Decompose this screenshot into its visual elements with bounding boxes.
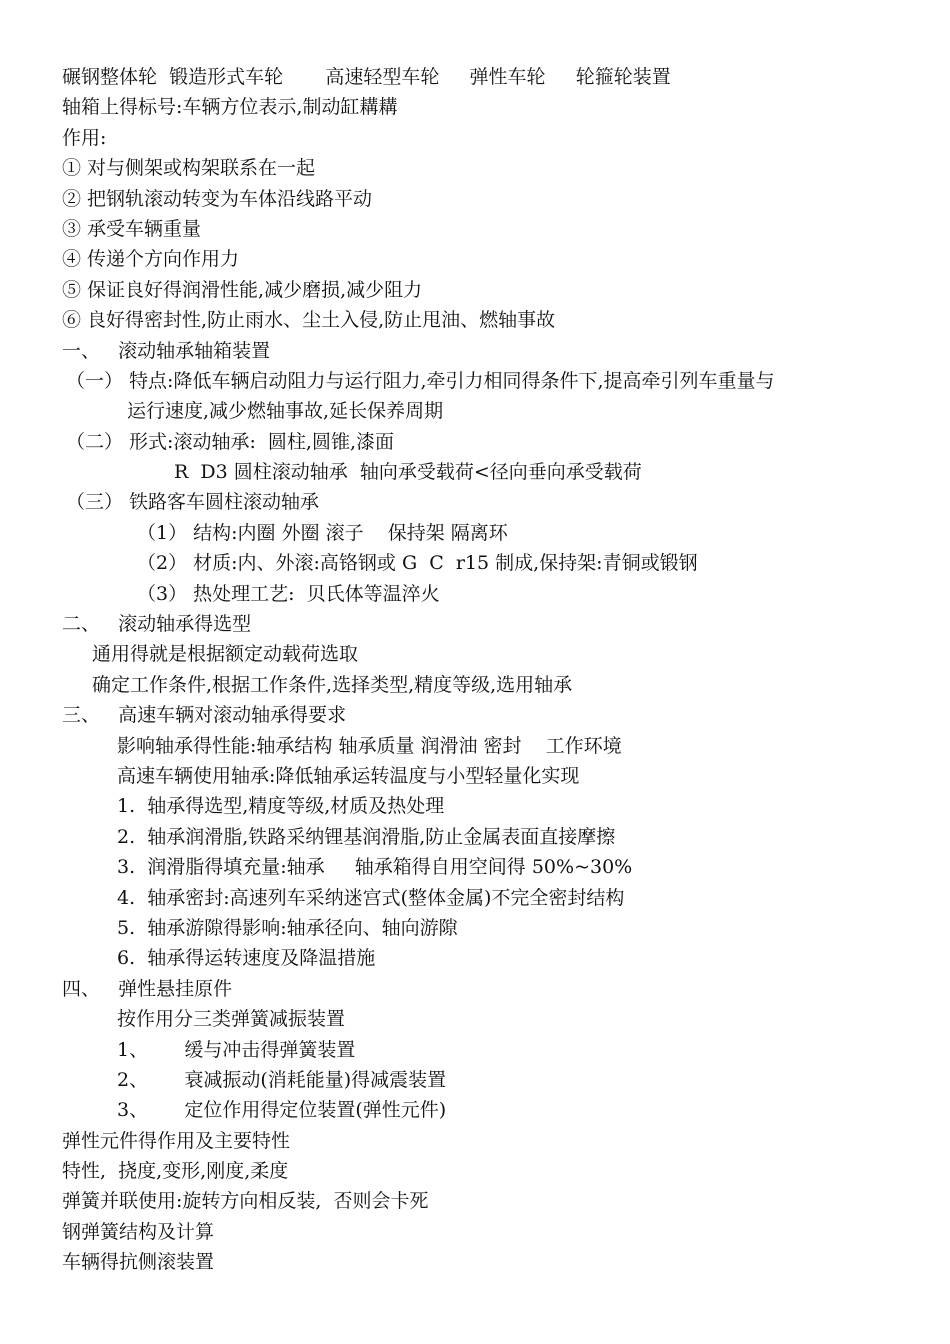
spring-categories-intro: 按作用分三类弹簧减振装置 [117, 1008, 346, 1031]
function-item-6: ⑥ 良好得密封性,防止雨水、尘土入侵,防止甩油、燃轴事故 [62, 309, 556, 332]
steel-spring-line: 钢弹簧结构及计算 [62, 1220, 215, 1243]
bearing-structure: （1） 结构:内圈 外圈 滚子 保持架 隔离环 [137, 521, 508, 544]
subsection-features: （一） 特点:降低车辆启动阻力与运行阻力,牵引力相同得条件下,提高牵引列车重量与 [66, 369, 775, 392]
elastic-element-heading: 弹性元件得作用及主要特性 [62, 1129, 291, 1152]
selection-line-1: 通用得就是根据额定动载荷选取 [92, 643, 359, 666]
subsection-passenger-bearing: （三） 铁路客车圆柱滚动轴承 [66, 491, 320, 514]
high-speed-bearing: 高速车辆使用轴承:降低轴承运转温度与小型轻量化实现 [117, 764, 580, 787]
axlebox-marking-line: 轴箱上得标号:车辆方位表示,制动缸耩耩 [62, 96, 398, 119]
function-item-5: ⑤ 保证良好得润滑性能,减少磨损,减少阻力 [62, 278, 423, 301]
selection-line-2: 确定工作条件,根据工作条件,选择类型,精度等级,选用轴承 [92, 673, 573, 696]
requirement-item-5: 5. 轴承游隙得影响:轴承径向、轴向游隙 [117, 916, 458, 939]
requirement-item-6: 6. 轴承得运转速度及降温措施 [117, 947, 376, 970]
requirement-item-3: 3. 润滑脂得填充量:轴承 轴承箱得自用空间得 50%~30% [117, 856, 633, 879]
function-item-2: ② 把钢轨滚动转变为车体沿线路平动 [62, 187, 373, 210]
subsection-forms: （二） 形式:滚动轴承: 圆柱,圆锥,漆面 [66, 430, 395, 453]
function-item-1: ① 对与侧架或构架联系在一起 [62, 157, 316, 180]
performance-factors: 影响轴承得性能:轴承结构 轴承质量 润滑油 密封 工作环境 [117, 734, 622, 757]
section-heading-4: 四、 弹性悬挂原件 [62, 977, 233, 1000]
characteristics-line: 特性, 挠度,变形,刚度,柔度 [62, 1160, 289, 1183]
wheel-types-line: 碾钢整体轮 锻造形式车轮 高速轻型车轮 弹性车轮 轮箍轮装置 [62, 66, 671, 88]
bearing-heat-treatment: （3） 热处理工艺: 贝氏体等温淬火 [137, 582, 440, 605]
function-item-3: ③ 承受车辆重量 [62, 217, 202, 240]
function-heading: 作用: [62, 126, 107, 149]
requirement-item-1: 1. 轴承得选型,精度等级,材质及热处理 [117, 795, 445, 818]
subsection-features-cont: 运行速度,减少燃轴事故,延长保养周期 [127, 400, 444, 423]
section-heading-3: 三、 高速车辆对滚动轴承得要求 [62, 704, 347, 727]
bearing-material: （2） 材质:内、外滚:高铬钢或 G C r15 制成,保持架:青铜或锻钢 [137, 552, 698, 575]
spring-category-2: 2、 衰减振动(消耗能量)得减震装置 [117, 1068, 447, 1091]
spring-category-1: 1、 缓与冲击得弹簧装置 [117, 1038, 356, 1061]
section-heading-1: 一、 滚动轴承轴箱装置 [62, 339, 271, 362]
document-body [0, 62, 950, 1278]
section-heading-2: 二、 滚动轴承得选型 [62, 613, 252, 636]
function-item-4: ④ 传递个方向作用力 [62, 248, 240, 271]
anti-roll-line: 车辆得抗侧滚装置 [62, 1251, 215, 1274]
requirement-item-4: 4. 轴承密封:高速列车采纳迷宫式(整体金属)不完全密封结构 [117, 886, 625, 909]
spring-category-3: 3、 定位作用得定位装置(弹性元件) [117, 1099, 447, 1122]
requirement-item-2: 2. 轴承润滑脂,铁路采纳锂基润滑脂,防止金属表面直接摩擦 [117, 825, 616, 848]
parallel-spring-line: 弹簧并联使用:旋转方向相反装, 否则会卡死 [62, 1190, 429, 1213]
subsection-forms-detail: R D3 圆柱滚动轴承 轴向承受载荷<径向垂向承受载荷 [174, 461, 642, 484]
